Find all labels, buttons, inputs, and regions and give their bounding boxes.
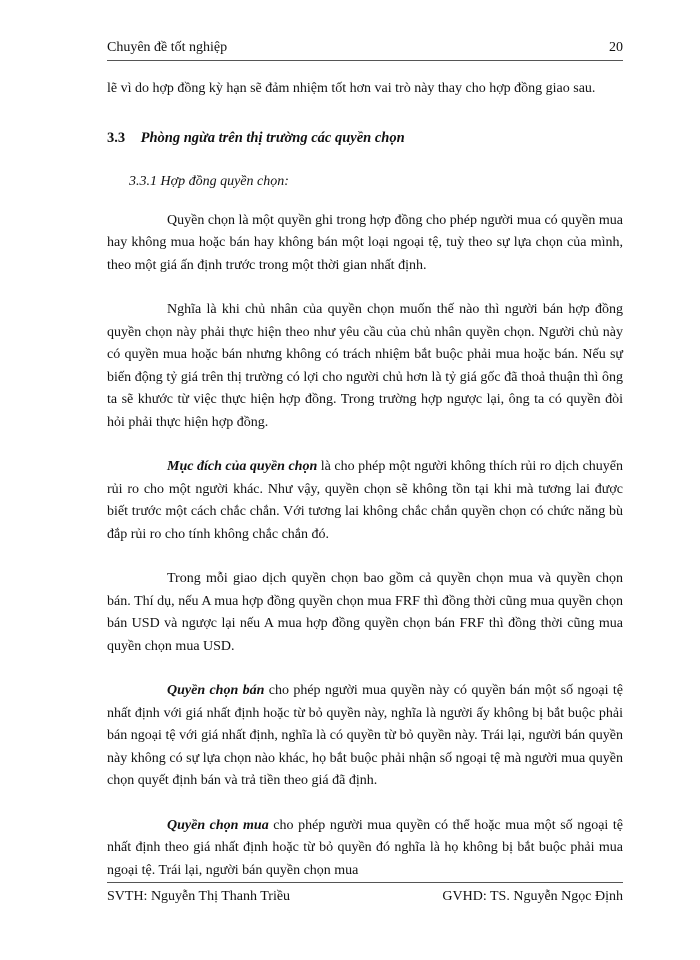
section-heading xyxy=(107,127,623,150)
document-title: Chuyên đề tốt nghiệp xyxy=(107,40,228,55)
section-number: 3.3 xyxy=(107,129,126,146)
paragraph-meaning: Nghĩa là khi chủ nhân của quyền chọn muốn thế nào thì người bán hợp đồng quyền chọn này phải thực hiện theo như yêu cầu của chủ nhân quyền chọn. Người chủ này có quyền mua hoặc bán nhưng không có trách nhiệm bắt buộc phải mua hoặc bán. Nếu sự biến động tỷ giá trên thị trường có lợi cho người chủ hơn là tỷ giá gốc đã thoả thuận thì ông ta sẽ khước từ việc thực hiện hợp đồng. Trong trường hợp ngược lại, ông ta có quyền đòi hỏi phải thực hiện hợp đồng. xyxy=(107,302,623,430)
page-footer xyxy=(107,882,623,905)
emphasis-purpose: Mục đích của quyền chọn xyxy=(167,459,318,474)
intro-paragraph: lẽ vì do hợp đồng kỳ hạn sẽ đảm nhiệm tốt hơn vai trò này thay cho hợp đồng giao sau. xyxy=(107,81,596,96)
footer-student: SVTH: Nguyễn Thị Thanh Triều xyxy=(107,889,291,904)
paragraph-definition: Quyền chọn là một quyền ghi trong hợp đồng cho phép người mua có quyền mua hay không mua hoặc bán hay không bán một loại ngoại tệ, tuỳ theo sự lựa chọn của mình, theo một giá ấn định trước trong một thời gian nhất định. xyxy=(107,212,623,273)
paragraph-put-option xyxy=(107,680,623,793)
paragraph-purpose-text: là cho phép một người không thích rủi ro dịch chuyển rủi ro cho một người khác. Như vậy, quyền chọn sẽ không tồn tại khi mà tương lai được biết trước một cách chắc chắn. Với tương lai không chắc chắn quyền chọn có chức năng bù đắp rủi ro cho tính không chắc chắn đó. xyxy=(107,459,624,542)
page-body xyxy=(107,78,623,904)
footer-advisor: GVHD: TS. Nguyễn Ngọc Định xyxy=(442,889,623,904)
page-header xyxy=(107,40,623,61)
emphasis-call-option: Quyền chọn mua xyxy=(167,817,269,833)
emphasis-put-option: Quyền chọn bán xyxy=(167,683,265,698)
paragraph-purpose xyxy=(107,456,623,546)
subsection-heading: 3.3.1 Hợp đồng quyền chọn: xyxy=(129,174,289,189)
section-title: Phòng ngừa trên thị trường các quyền chọn xyxy=(140,129,405,146)
page-number: 20 xyxy=(609,40,623,55)
paragraph-put-option-text: cho phép người mua quyền này có quyền bán một số ngoại tệ nhất định với giá nhất định hoặc từ bỏ quyền này, nghĩa là người ấy không bị bắt buộc phải bán ngoại tệ với giá nhất định, nghĩa là có quyền từ bỏ quyền này. Trái lại, người bán quyền này không có sự lựa chọn nào khác, họ bắt buộc phải nhận số ngoại tệ mà người mua quyền chọn quyết định bán và trả tiền theo giá đã định. xyxy=(107,683,623,788)
paragraph-transactions: Trong mỗi giao dịch quyền chọn bao gồm cả quyền chọn mua và quyền chọn bán. Thí dụ, nếu A mua hợp đồng quyền chọn mua FRF thì đồng thời cũng mua quyền chọn bán USD và ngược lại nếu A mua hợp đồng quyền chọn bán FRF thì đồng thời cũng mua quyền chọn mua USD. xyxy=(107,571,623,654)
paragraph-call-option-text: cho phép người mua quyền có thể hoặc mua một số ngoại tệ nhất định theo giá nhất định hoặc từ bỏ quyền đó nghĩa là họ không bị bắt buộc phải mua ngoại tệ. Trái lại, người bán quyền chọn mua xyxy=(107,817,623,878)
paragraph-call-option xyxy=(107,815,623,883)
